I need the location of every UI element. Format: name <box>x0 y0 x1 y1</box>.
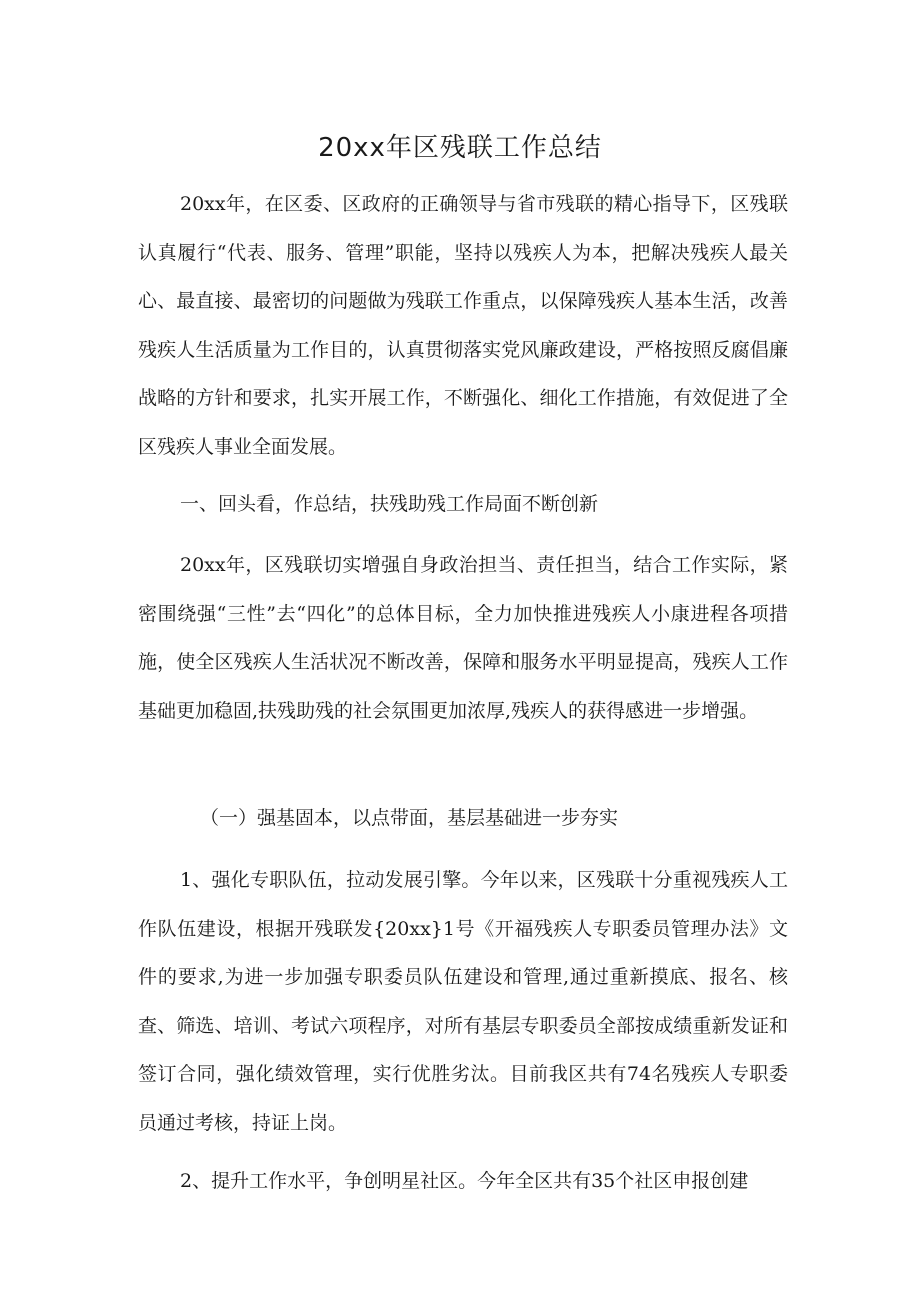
subsection-1-heading: （一）强基固本，以点带面，基层基础进一步夯实 <box>200 807 619 829</box>
document-title: 20xx年区残联工作总结 <box>318 133 602 163</box>
item-2-paragraph: 2、提升工作水平，争创明星社区。今年全区共有35个社区申报创建 <box>180 1170 749 1192</box>
section-1-paragraph: 20xx年，区残联切实增强自身政治担当、责任担当，结合工作实际，紧密围绕强“三性”去“四化”的总体目标，全力加快推进残疾人小康进程各项措施，使全区残疾人生活状况不断改善，保障和服务水平明显提高，残疾人工作基础更加稳固,扶残助残的社会氛围更加浓厚,残疾人的获得感进一步增强。 <box>138 554 788 722</box>
item-1-paragraph: 1、强化专职队伍，拉动发展引擎。今年以来，区残联十分重视残疾人工作队伍建设，根据开残联发{20xx}1号《开福残疾人专职委员管理办法》文件的要求,为进一步加强专职委员队伍建设和管理,通过重新摸底、报名、核查、筛选、培训、考试六项程序，对所有基层专职委员全部按成绩重新发证和签订合同，强化绩效管理，实行优胜劣汰。目前我区共有74名残疾人专职委员通过考核，持证上岗。 <box>138 869 788 1134</box>
section-1-heading: 一、回头看，作总结，扶残助残工作局面不断创新 <box>180 493 599 515</box>
intro-paragraph: 20xx年，在区委、区政府的正确领导与省市残联的精心指导下，区残联认真履行“代表、服务、管理”职能，坚持以残疾人为本，把解决残疾人最关心、最直接、最密切的问题做为残联工作重点，以保障残疾人基本生活，改善残疾人生活质量为工作目的，认真贯彻落实党风廉政建设，严格按照反腐倡廉战略的方针和要求，扎实开展工作，不断强化、细化工作措施，有效促进了全区残疾人事业全面发展。 <box>138 193 788 458</box>
